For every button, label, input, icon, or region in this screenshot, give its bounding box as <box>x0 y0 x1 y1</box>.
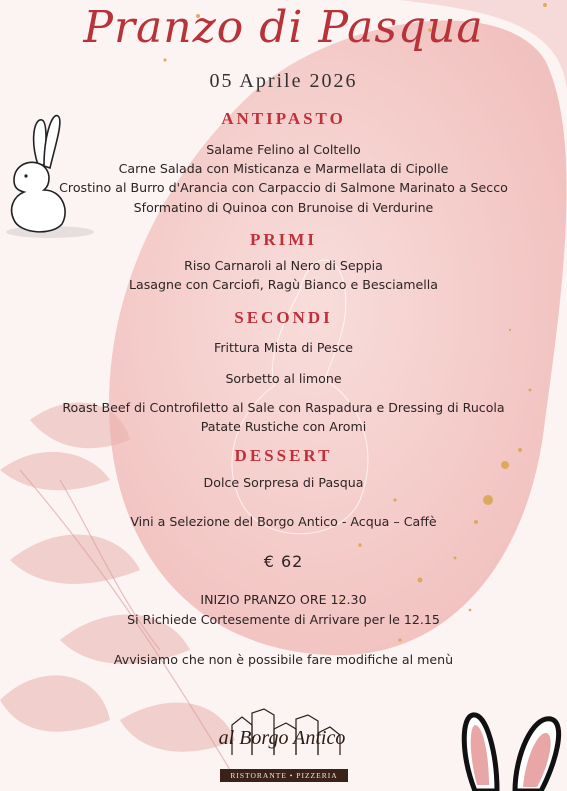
logo-tagline: RISTORANTE • PIZZERIA <box>220 769 348 782</box>
menu-item: Dolce Sorpresa di Pasqua <box>203 475 364 490</box>
price: € 62 <box>263 552 304 571</box>
menu-item: Carne Salada con Misticanza e Marmellata di Cipolle <box>118 161 449 176</box>
logo-name: al Borgo Antico <box>218 727 346 749</box>
start-time-note: INIZIO PRANZO ORE 12.30 <box>200 592 367 607</box>
menu-item: Frittura Mista di Pesce <box>214 340 353 355</box>
menu-item: Sorbetto al limone <box>225 371 342 386</box>
event-date: 05 Aprile 2026 <box>209 70 358 92</box>
drinks-line: Vini a Selezione del Borgo Antico - Acqua – Caffè <box>130 514 437 529</box>
menu-item: Patate Rustiche con Aromi <box>200 419 367 434</box>
section-title-secondi: SECONDI <box>234 308 333 327</box>
menu-item: Salame Felino al Coltello <box>206 142 361 157</box>
modification-warning: Avvisiamo che non è possibile fare modifiche al menù <box>113 652 454 667</box>
section-title-primi: PRIMI <box>250 230 317 249</box>
menu-item: Roast Beef di Controfiletto al Sale con Raspadura e Dressing di Rucola <box>62 400 505 415</box>
arrival-note: Si Richiede Cortesemente di Arrivare per le 12.15 <box>127 612 440 627</box>
section-title-dessert: DESSERT <box>234 446 333 465</box>
page-title: Pranzo di Pasqua <box>83 2 484 53</box>
restaurant-logo <box>212 705 352 785</box>
menu-item: Crostino al Burro d'Arancia con Carpaccio di Salmone Marinato a Secco <box>59 180 508 195</box>
bunny-ears-icon <box>455 705 567 791</box>
section-title-antipasto: ANTIPASTO <box>221 109 346 128</box>
menu-item: Riso Carnaroli al Nero di Seppia <box>184 258 383 273</box>
menu-item: Sformatino di Quinoa con Brunoise di Verdurine <box>133 200 434 215</box>
menu-item: Lasagne con Carciofi, Ragù Bianco e Besciamella <box>128 277 439 292</box>
